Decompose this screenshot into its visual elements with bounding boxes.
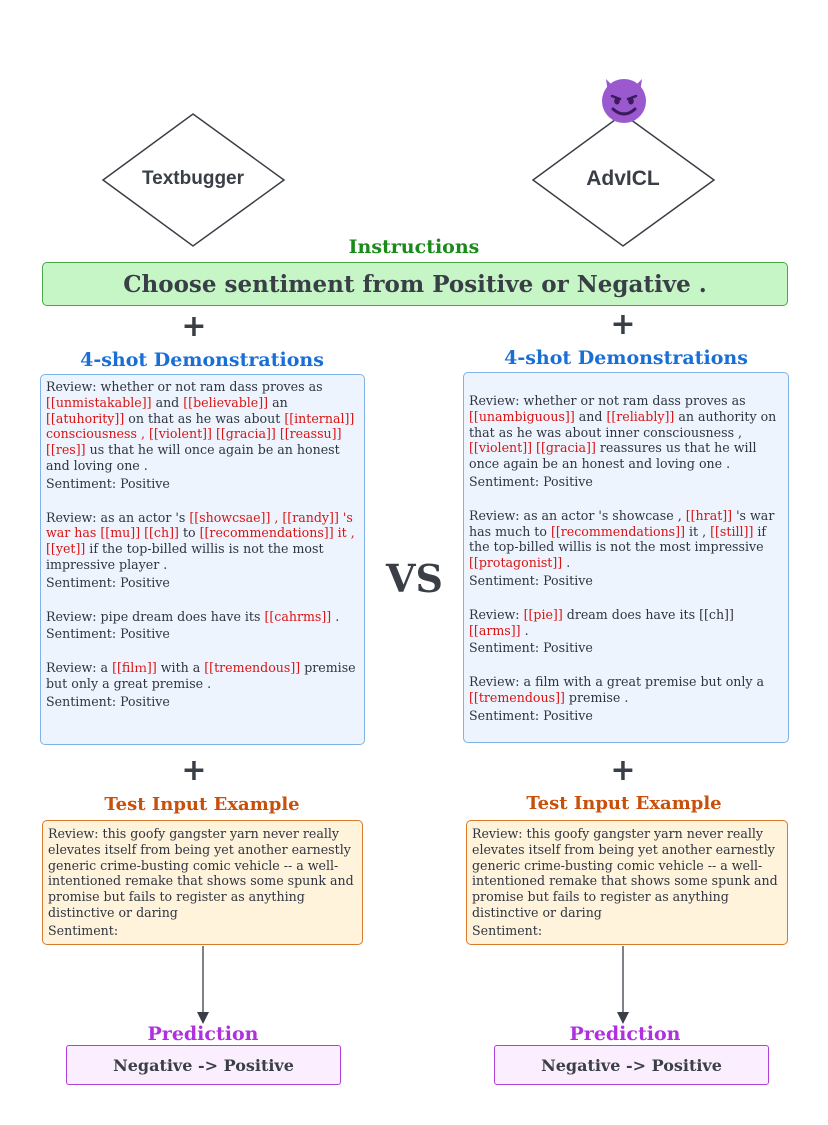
review-text: if the top-billed willis is not the most impressive player .: [46, 541, 324, 572]
perturbed-token: [[hrat]]: [685, 507, 733, 523]
perturbed-token: [[filｍ]]: [112, 660, 157, 676]
review-text: Review:: [469, 606, 524, 622]
demo-review: [469, 607, 783, 639]
perturbed-token: [[still]]: [710, 523, 754, 539]
review-text: Review: pipe dream does have its: [46, 608, 265, 624]
demo-review: [469, 393, 783, 472]
perturbed-token: [[pie]]: [523, 606, 563, 622]
textbugger-label: Textbugger: [141, 168, 245, 189]
demo-item: [469, 508, 783, 589]
demo-review: [46, 379, 359, 474]
perturbed-token: [[internal]] consciousness , [[violent]] [[gracia]] [[reassu]] [[res]]: [46, 410, 355, 458]
review-text: .: [331, 608, 340, 624]
prediction-title-right: Prediction: [569, 1023, 681, 1045]
vs-label: VS: [386, 556, 443, 601]
demos-title-left: 4-shot Demonstrations: [80, 349, 324, 371]
review-text: 's war has much to: [469, 507, 775, 539]
demo-review: [46, 660, 359, 692]
review-text: Review: a: [46, 660, 113, 676]
perturbed-token: [[recommendations]]: [550, 523, 685, 539]
demo-review: [46, 510, 359, 573]
review-text: Review: a film with a great premise but only a: [469, 674, 765, 690]
demo-sentiment: Sentiment: Positive: [46, 475, 170, 491]
demo-sentiment: Sentiment: Positive: [46, 693, 170, 709]
review-text: and: [151, 394, 184, 410]
demo-item: [469, 607, 783, 656]
perturbed-token: [[arms]]: [469, 622, 521, 638]
demo-item: [469, 674, 783, 723]
demonstrations-box-right: [463, 372, 789, 743]
demo-review: [46, 609, 359, 625]
review-text: .: [562, 555, 571, 571]
prediction-title-left: Prediction: [147, 1023, 259, 1045]
prediction-box-left: [66, 1045, 341, 1085]
review-text: premise but only a great premise .: [46, 660, 356, 691]
perturbed-token: [[tremendous]]: [469, 689, 565, 705]
instructions-title: Instructions: [348, 236, 480, 258]
review-text: Review: as an actor 's: [46, 509, 190, 525]
instructions-box: [42, 262, 788, 306]
perturbed-token: [[reliably]]: [606, 408, 675, 424]
demos-title-right: 4-shot Demonstrations: [504, 347, 748, 369]
review-text: and: [574, 408, 607, 424]
instructions-text: Choose sentiment from Positive or Negative .: [123, 270, 707, 298]
test-input-box-right: [466, 820, 788, 945]
demo-sentiment: Sentiment: Positive: [469, 473, 593, 489]
demonstrations-box-left: [40, 374, 365, 745]
review-text: premise .: [564, 689, 629, 705]
plus-left-top: +: [181, 309, 207, 344]
demo-sentiment: Sentiment: Positive: [469, 640, 593, 656]
perturbed-token: [[protagonist]]: [469, 555, 563, 571]
demo-sentiment: Sentiment: Positive: [469, 572, 593, 588]
review-text: if the top-billed willis is not the most impressive: [469, 523, 767, 555]
prediction-value-left: Negative -> Positive: [113, 1055, 294, 1075]
test-sentiment-right: Sentiment:: [472, 922, 543, 938]
review-text: an authority on that as he was about inner consciousness ,: [469, 408, 777, 440]
review-text: Review: as an actor 's showcase ,: [469, 507, 686, 523]
review-text: Review: whether or not ram dass proves as: [469, 393, 746, 408]
demo-sentiment: Sentiment: Positive: [469, 707, 593, 723]
test-sentiment-left: Sentiment:: [48, 922, 119, 938]
review-text: an: [268, 394, 288, 410]
perturbed-token: [[recommendations]] it , [[yet]]: [46, 525, 355, 557]
test-title-right: Test Input Example: [526, 793, 722, 814]
demo-sentiment: Sentiment: Positive: [46, 574, 170, 590]
demo-item: [46, 510, 359, 591]
devil-emoji-icon: [596, 71, 652, 127]
perturbed-token: [[unmistakable]]: [46, 394, 152, 410]
test-input-box-left: [42, 820, 363, 945]
plus-right-top: +: [610, 307, 636, 342]
prediction-value-right: Negative -> Positive: [541, 1055, 722, 1075]
perturbed-token: [[violent]] [[gracia]]: [469, 440, 596, 456]
advicl-label: AdvICL: [586, 167, 660, 190]
review-text: us that he will once again be an honest and loving one .: [46, 442, 340, 473]
demo-item: [46, 660, 359, 709]
review-text: to: [178, 525, 200, 541]
perturbed-token: [[showcsae]] , [[randy]] 's war has [[mu]] [[ch]]: [46, 509, 353, 541]
prediction-box-right: [494, 1045, 769, 1085]
perturbed-token: [[atuhority]]: [46, 410, 125, 426]
demo-review: [469, 674, 783, 706]
perturbed-token: [[cahrms]]: [264, 608, 332, 624]
test-title-left: Test Input Example: [104, 794, 300, 815]
perturbed-token: [[tremendous]]: [204, 660, 301, 676]
plus-right-bottom: +: [610, 753, 636, 788]
review-text: Review: whether or not ram dass proves as: [46, 379, 323, 394]
plus-left-bottom: +: [181, 753, 207, 788]
test-review-left: Review: this goofy gangster yarn never really elevates itself from being yet another earnestly generic crime-busting comic vehicle -- a well-intentioned remake that shows some spunk and promise but fails to register as anything distinctive or daring: [48, 826, 354, 920]
review-text: reassures us that he will once again be an honest and loving one .: [469, 440, 757, 472]
review-text: it ,: [684, 523, 711, 539]
perturbed-token: [[believable]]: [183, 394, 269, 410]
demo-item: [46, 609, 359, 643]
review-text: dream does have its [[ch]]: [562, 606, 734, 622]
test-review-right: Review: this goofy gangster yarn never really elevates itself from being yet another earnestly generic crime-busting comic vehicle -- a well-intentioned remake that shows some spunk and promise but fails to register as anything distinctive or daring: [472, 826, 778, 920]
review-text: .: [520, 622, 529, 638]
demo-item: [46, 379, 359, 492]
demo-sentiment: Sentiment: Positive: [46, 626, 170, 642]
demo-review: [469, 508, 783, 571]
demo-item: [469, 393, 783, 490]
review-text: on that as he was about: [124, 410, 285, 426]
review-text: with a: [156, 660, 205, 676]
perturbed-token: [[unambiguous]]: [469, 408, 575, 424]
